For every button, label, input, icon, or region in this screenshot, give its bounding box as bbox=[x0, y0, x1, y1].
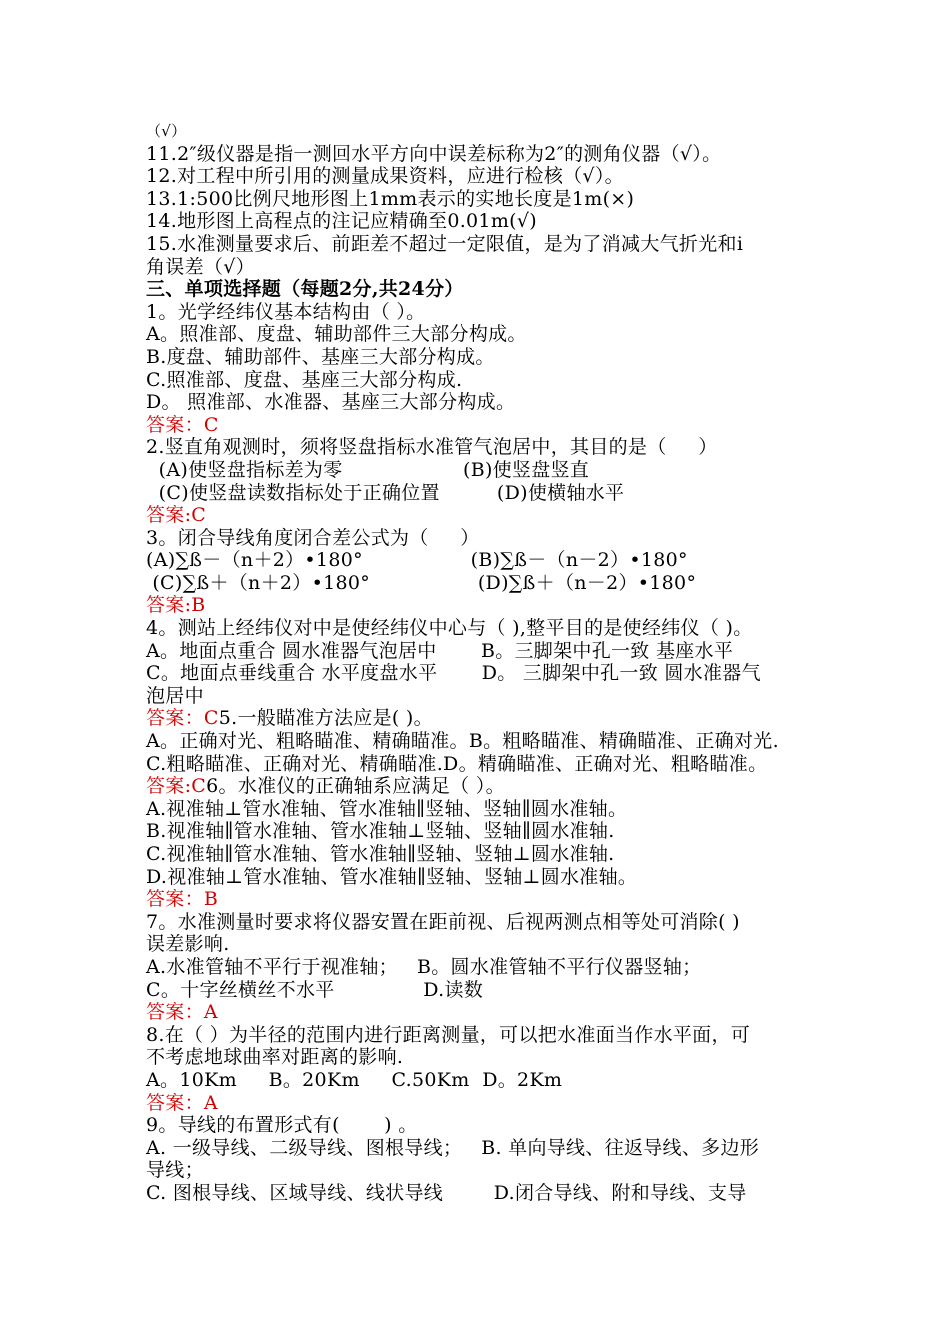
text-line: A。地面点重合 圆水准器气泡居中 B。三脚架中孔一致 基座水平 bbox=[146, 639, 734, 662]
document-body bbox=[146, 120, 866, 1205]
text-line: 15.水准测量要求后、前距差不超过一定限值，是为了消减大气折光和i bbox=[146, 232, 744, 255]
answer-inline: 答案:C bbox=[146, 775, 207, 798]
question-text: 5.一般瞄准方法应是( )。 bbox=[218, 707, 433, 730]
text-line bbox=[146, 707, 866, 730]
text-line: D.视准轴⊥管水准轴、管水准轴∥竖轴、竖轴⊥圆水准轴。 bbox=[146, 865, 638, 888]
text-line: B.视准轴∥管水准轴、管水准轴⊥竖轴、竖轴∥圆水准轴. bbox=[146, 820, 615, 843]
text-line: A.视准轴⊥管水准轴、管水准轴∥竖轴、竖轴∥圆水准轴。 bbox=[146, 797, 628, 820]
text-line: 不考虑地球曲率对距离的影响. bbox=[146, 1046, 404, 1069]
answer-line: 答案：B bbox=[146, 888, 219, 911]
answer-line: 答案：A bbox=[146, 1091, 218, 1114]
text-line: C.视准轴∥管水准轴、管水准轴∥竖轴、竖轴⊥圆水准轴. bbox=[146, 843, 615, 865]
text-line: (C)使竖盘读数指标处于正确位置 (D)使横轴水平 bbox=[146, 481, 625, 504]
text-line: (A)使竖盘指标差为零 (B)使竖盘竖直 bbox=[146, 458, 590, 481]
question-text: 6。水准仪的正确轴系应满足（ ）。 bbox=[206, 775, 505, 798]
text-line: B.度盘、辅助部件、基座三大部分构成。 bbox=[146, 345, 495, 368]
text-line: 3。闭合导线角度闭合差公式为（ ） bbox=[146, 526, 480, 549]
text-line: 导线； bbox=[146, 1159, 204, 1182]
text-line: 9。导线的布置形式有( ) 。 bbox=[146, 1114, 418, 1137]
answer-line: 答案:B bbox=[146, 594, 206, 617]
text-line: C。地面点垂线重合 水平度盘水平 D。 三脚架中孔一致 圆水准器气 bbox=[146, 662, 761, 685]
answer-line: 答案:C bbox=[146, 504, 207, 527]
text-line: 角误差（√） bbox=[146, 255, 255, 278]
text-line: 泡居中 bbox=[146, 684, 204, 707]
text-line: 14.地形图上高程点的注记应精确至0.01m(√) bbox=[146, 210, 537, 233]
text-line: 12.对工程中所引用的测量成果资料，应进行检核（√）。 bbox=[146, 165, 624, 188]
text-line: (C)∑ß＋（n＋2）•180° (D)∑ß＋（n－2）•180° bbox=[146, 571, 697, 594]
text-line: C。十字丝横丝不水平 D.读数 bbox=[146, 978, 484, 1001]
text-line: C.粗略瞄准、正确对光、精确瞄准.D。精确瞄准、正确对光、粗略瞄准。 bbox=[146, 752, 768, 775]
text-line: A。照准部、度盘、辅助部件三大部分构成。 bbox=[146, 323, 527, 346]
text-line: （√） bbox=[146, 122, 187, 140]
text-line: D。 照准部、水准器、基座三大部分构成。 bbox=[146, 391, 516, 414]
text-line: 11.2″级仪器是指一测回水平方向中误差标称为2″的测角仪器（√）。 bbox=[146, 142, 722, 165]
text-line: C. 图根导线、区域导线、线状导线 D.闭合导线、附和导线、支导 bbox=[146, 1181, 747, 1204]
answer-inline: 答案：C bbox=[146, 707, 219, 730]
text-line: A.水准管轴不平行于视准轴； B。圆水准管轴不平行仪器竖轴； bbox=[146, 955, 702, 978]
text-line: 8.在（ ）为半径的范围内进行距离测量，可以把水准面当作水平面，可 bbox=[146, 1023, 751, 1046]
text-line: A。10Km B。20Km C.50Km D。2Km bbox=[146, 1068, 563, 1091]
section-heading: 三、单项选择题（每题2分,共24分） bbox=[146, 278, 464, 301]
text-line: A。正确对光、粗略瞄准、精确瞄准。B。粗略瞄准、精确瞄准、正确对光. bbox=[146, 730, 779, 753]
text-line bbox=[146, 775, 866, 798]
text-line: 2.竖直角观测时，须将竖盘指标水准管气泡居中，其目的是（ ） bbox=[146, 436, 718, 459]
text-line: 13.1:500比例尺地形图上1mm表示的实地长度是1m(×) bbox=[146, 187, 635, 210]
answer-line: 答案：A bbox=[146, 1001, 218, 1024]
text-line: A. 一级导线、二级导线、图根导线； B. 单向导线、往返导线、多边形 bbox=[146, 1136, 760, 1159]
text-line: C.照准部、度盘、基座三大部分构成. bbox=[146, 368, 463, 391]
text-line: 误差影响. bbox=[146, 933, 230, 956]
text-line: 7。水准测量时要求将仪器安置在距前视、后视两测点相等处可消除( ) bbox=[146, 910, 740, 933]
answer-line: 答案：C bbox=[146, 413, 219, 436]
text-line: 4。测站上经纬仪对中是使经纬仪中心与（ ),整平目的是使经纬仪（ )。 bbox=[146, 617, 753, 640]
text-line: 1。光学经纬仪基本结构由（ ）。 bbox=[146, 300, 426, 323]
text-line: (A)∑ß－（n＋2）•180° (B)∑ß－（n－2）•180° bbox=[146, 549, 688, 572]
